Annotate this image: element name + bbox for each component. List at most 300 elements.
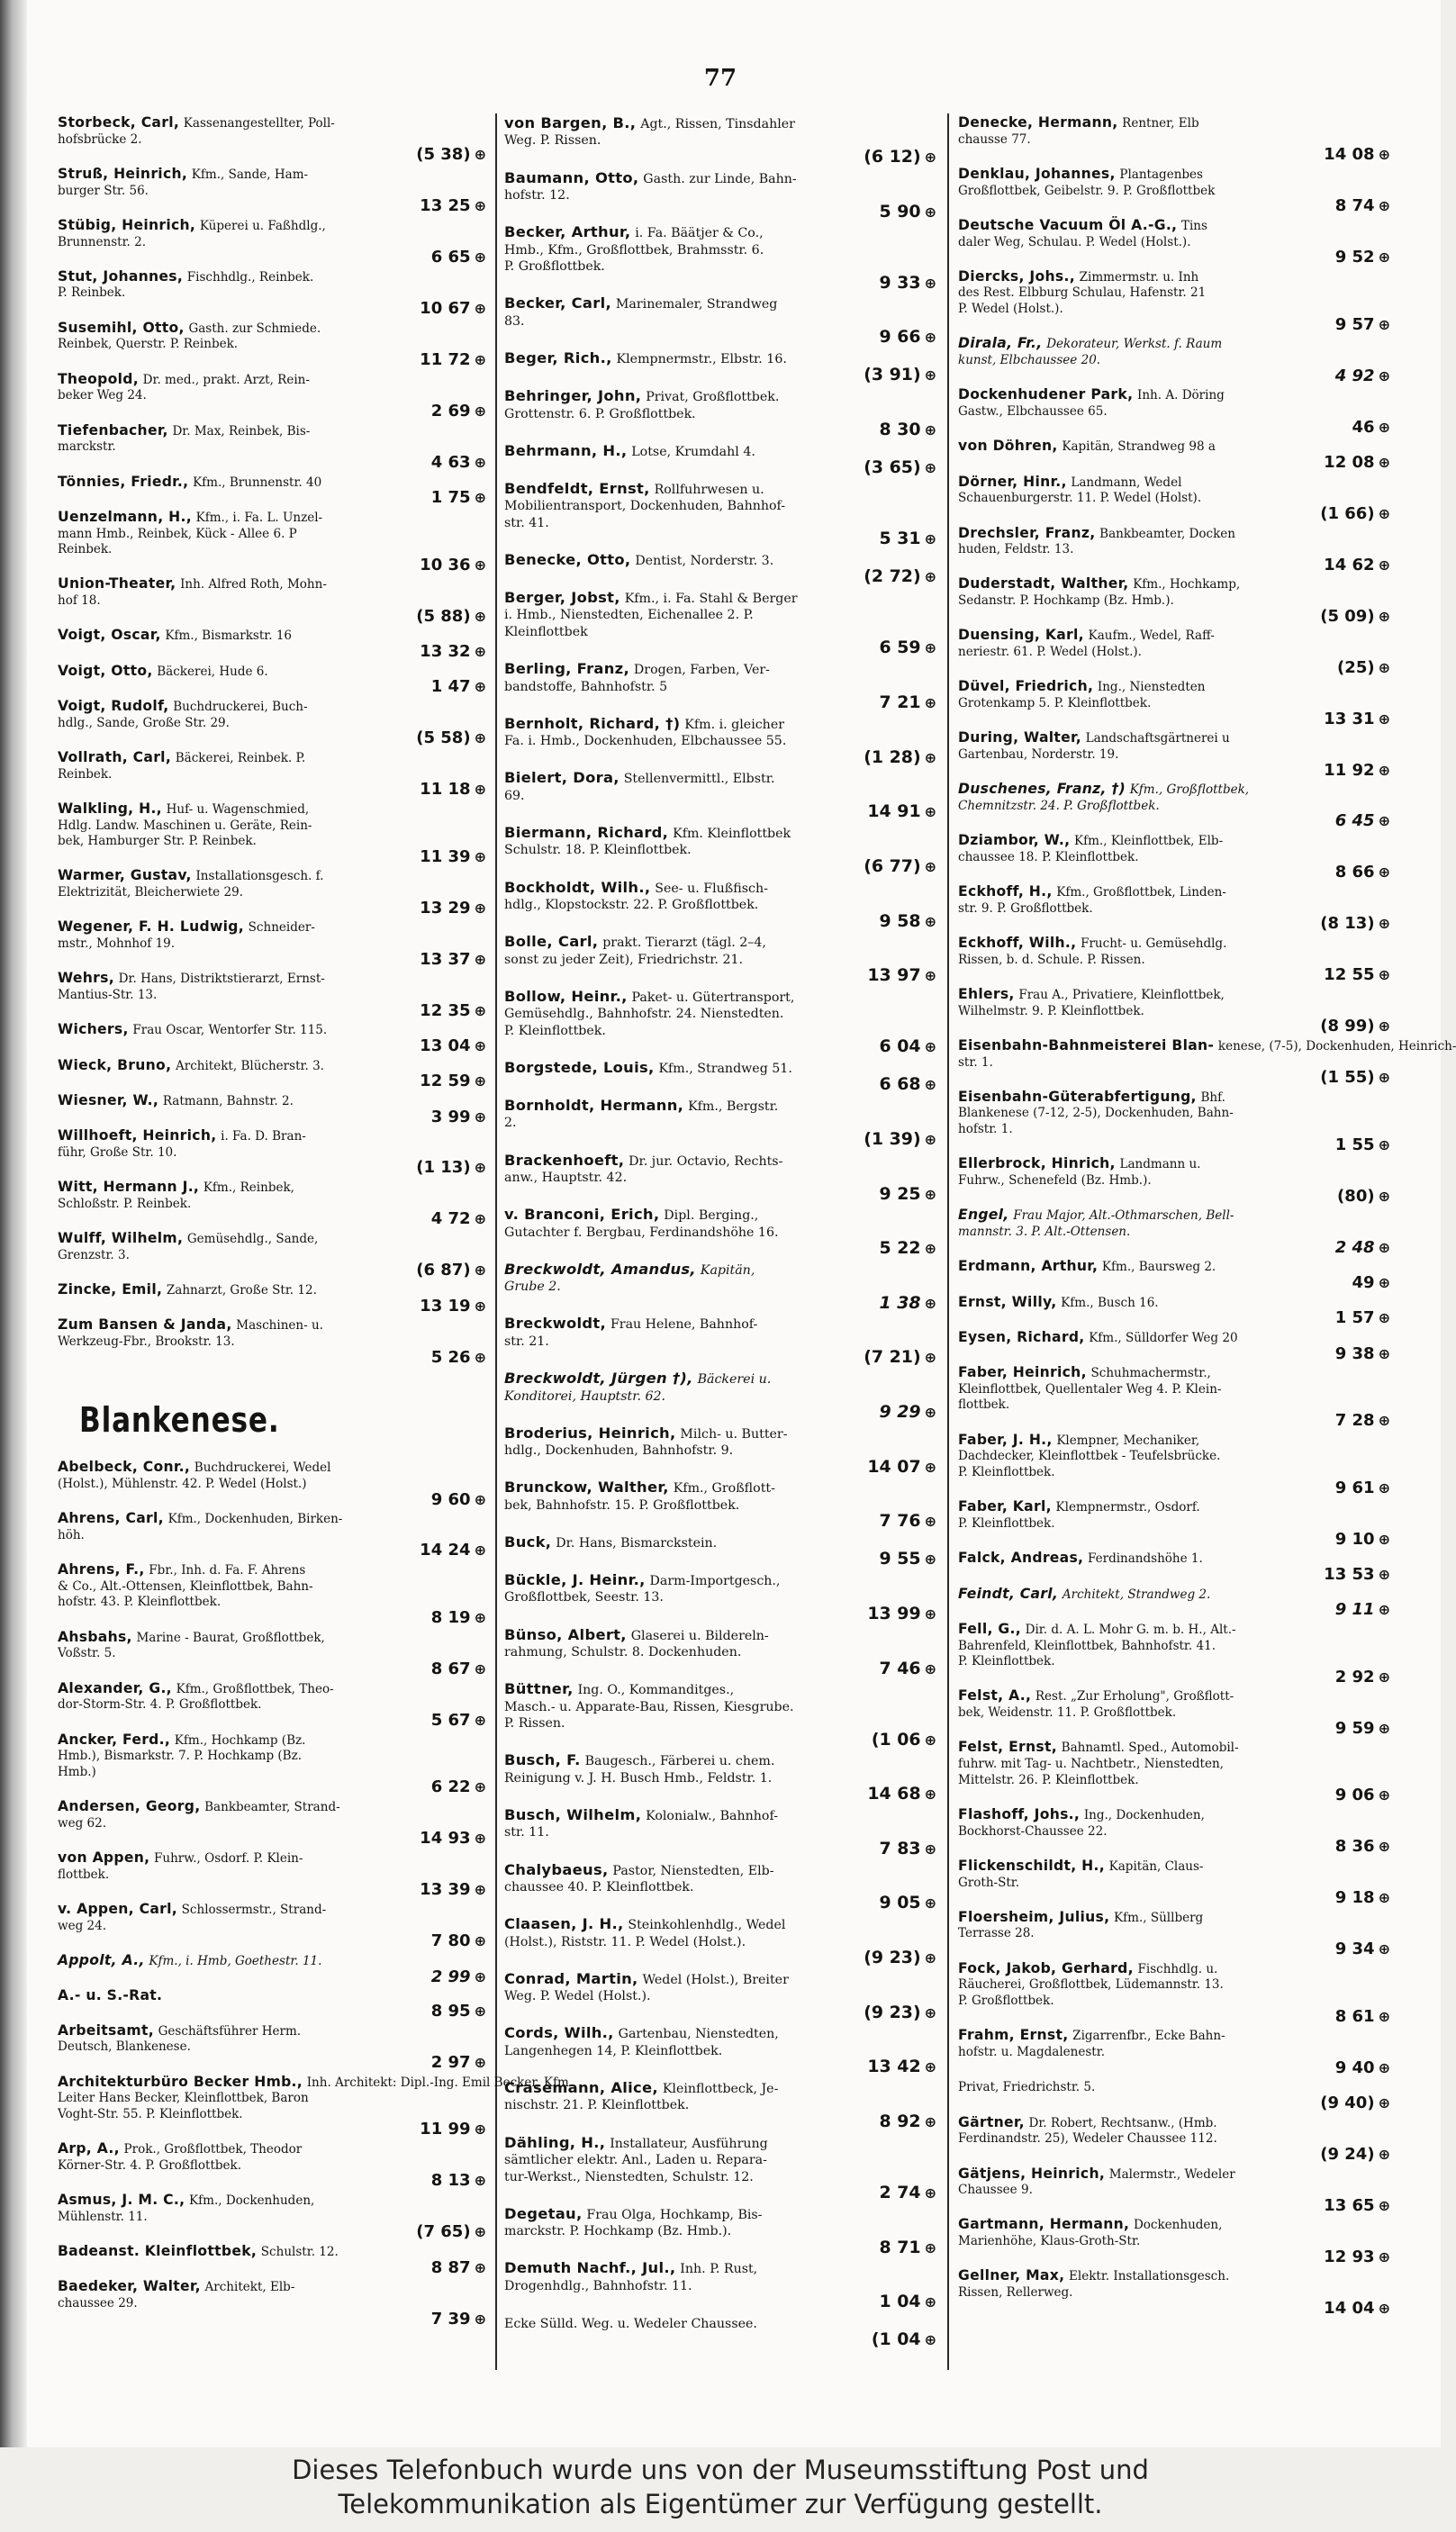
exchange-symbol-icon: ⊕: [474, 2121, 486, 2139]
directory-entry: [58, 115, 488, 164]
phone-number-value: 13 99: [867, 1603, 921, 1623]
phone-number-value: 12 35: [420, 1000, 471, 1020]
subscriber-details: Steinkohlenhdlg., Wedel: [628, 1918, 786, 1933]
directory-entry: [504, 2260, 938, 2312]
directory-entry: [958, 2028, 1392, 2076]
phone-number: [504, 1659, 938, 1679]
entry-first-line: [958, 884, 1392, 901]
phone-number: [504, 366, 938, 385]
exchange-symbol-icon: ⊕: [1378, 607, 1390, 625]
subscriber-details: i. Fa. Bäätjer & Co.,: [635, 226, 764, 241]
exchange-symbol-icon: ⊕: [924, 2293, 936, 2311]
entry-first-line: [958, 936, 1392, 953]
phone-number: [504, 2003, 938, 2023]
entry-first-line: [958, 269, 1392, 286]
directory-entry: [958, 2115, 1392, 2164]
exchange-symbol-icon: ⊕: [1378, 418, 1390, 436]
phone-number-value: 1 75: [430, 488, 471, 508]
exchange-symbol-icon: ⊕: [474, 950, 486, 968]
subscriber-name: Engel,: [958, 1207, 1009, 1224]
subscriber-details: Huf- u. Wagenschmied,: [166, 801, 310, 817]
exchange-symbol-icon: ⊕: [1378, 1069, 1390, 1087]
phone-number-value: 9 52: [1334, 248, 1375, 267]
subscriber-name: Demuth Nachf., Jul.,: [504, 2259, 676, 2277]
entry-first-line: [58, 167, 488, 184]
directory-entry: [58, 801, 488, 866]
subscriber-details: Gemüsehdlg., Bahnhofstr. 24. Nienstedten.: [504, 1007, 784, 1022]
directory-entry: [58, 475, 488, 507]
entry-first-line: [504, 224, 938, 241]
directory-entry: [58, 1953, 488, 1985]
phone-number-value: 3 99: [430, 1107, 471, 1126]
subscriber-details: P. Kleinflottbek.: [958, 1654, 1055, 1669]
subscriber-details: Landschaftsgärtnerei u: [1085, 731, 1230, 746]
directory-entry: [958, 730, 1392, 779]
phone-number: [58, 2259, 488, 2277]
phone-number: [504, 857, 938, 877]
phone-number-value: 2 74: [879, 2183, 921, 2202]
subscriber-name: Abelbeck, Conr.,: [58, 1459, 191, 1476]
subscriber-name: Gärtner,: [958, 2113, 1025, 2130]
exchange-symbol-icon: ⊕: [924, 1731, 936, 1749]
phone-number-value: (9 40): [1320, 2093, 1375, 2112]
entry-first-line: [958, 1365, 1392, 1382]
subscriber-details: Bockhorst-Chaussee 22.: [958, 1823, 1108, 1839]
phone-number: [58, 643, 488, 661]
exchange-symbol-icon: ⊕: [1378, 556, 1390, 574]
subscriber-details: Marienhöhe, Klaus-Groth-Str.: [958, 2234, 1141, 2249]
subscriber-name: Dirala, Fr.,: [958, 335, 1043, 352]
subscriber-name: Breckwoldt, Jürgen †),: [504, 1370, 693, 1388]
directory-entry: [504, 880, 938, 932]
subscriber-details: hof 18.: [58, 593, 101, 609]
phone-number-value: 2 48: [1334, 1237, 1375, 1257]
exchange-symbol-icon: ⊕: [924, 639, 936, 657]
exchange-symbol-icon: ⊕: [474, 1210, 486, 1228]
directory-entry: [58, 1128, 488, 1177]
phone-number-value: 2 92: [1334, 1667, 1375, 1686]
directory-entry: [58, 1093, 488, 1126]
directory-entry: [958, 269, 1392, 334]
phone-number: [504, 1185, 938, 1205]
exchange-symbol-icon: ⊕: [1378, 1479, 1390, 1497]
phone-number-value: 12 93: [1324, 2247, 1375, 2266]
subscriber-details: sonst zu jeder Zeit), Friedrichstr. 21.: [504, 952, 744, 967]
phone-number: [958, 1531, 1392, 1549]
phone-number: [958, 1136, 1392, 1154]
exchange-symbol-icon: ⊕: [924, 1076, 936, 1094]
subscriber-name: Bielert, Dora,: [504, 769, 619, 787]
column-rule: [947, 113, 949, 2370]
subscriber-details: hofstr. u. Magdalenestr.: [958, 2044, 1105, 2059]
subscriber-name: Bendfeldt, Ernst,: [504, 479, 650, 497]
subscriber-details: chaussee 29.: [58, 2295, 138, 2310]
subscriber-name: Storbeck, Carl,: [58, 114, 180, 131]
entry-first-line: [58, 1128, 488, 1145]
entry-first-line: [958, 1740, 1392, 1757]
exchange-symbol-icon: ⊕: [924, 329, 936, 347]
entry-first-line: [958, 475, 1392, 492]
subscriber-details: Reinigung v. J. H. Busch Hmb., Feldstr. 1.: [504, 1770, 773, 1786]
subscriber-details: Kleinflottbek, Quellentaler Weg 4. P. Klein-: [958, 1381, 1222, 1397]
subscriber-name: Flashoff, Johs.,: [958, 1805, 1081, 1822]
directory-entry: [958, 475, 1392, 523]
subscriber-name: Berger, Jobst,: [504, 589, 620, 606]
directory-entry: [504, 388, 938, 440]
phone-number: [504, 1037, 938, 1057]
subscriber-details: Voght-Str. 55. P. Kleinflottbek.: [58, 2106, 243, 2121]
subscriber-details: Kfm. Kleinflottbek: [673, 826, 791, 841]
phone-number-value: 5 26: [430, 1347, 471, 1367]
subscriber-name: Badeanst. Kleinflottbek,: [58, 2242, 258, 2259]
directory-entry: [58, 1850, 488, 1899]
subscriber-details: Zimmermstr. u. Inh: [1079, 269, 1199, 285]
directory-entry: [504, 1971, 938, 2023]
phone-number-value: 9 10: [1334, 1529, 1375, 1549]
subscriber-details: Fuhrw., Schenefeld (Bz. Hmb.).: [958, 1173, 1152, 1188]
phone-number-value: (8 13): [1320, 914, 1375, 934]
phone-number: [958, 608, 1392, 626]
subscriber-details: Leiter Hans Becker, Kleinflottbek, Baron: [58, 2091, 309, 2106]
entry-first-line: [58, 750, 488, 767]
entry-first-line: [958, 2115, 1392, 2132]
phone-number: [58, 2310, 488, 2329]
directory-entry: [58, 2023, 488, 2072]
phone-number-value: 14 08: [1324, 145, 1375, 165]
phone-number: [504, 2057, 938, 2077]
subscriber-details: Rollfuhrwesen u.: [654, 482, 764, 497]
subscriber-details: Ratmann, Bahnstr. 2.: [162, 1093, 294, 1108]
phone-number-value: (7 65): [416, 2222, 471, 2242]
subscriber-name: Ancker, Ferd.,: [58, 1731, 171, 1748]
phone-number-value: 49: [1352, 1272, 1375, 1292]
directory-entry: [58, 510, 488, 574]
exchange-symbol-icon: ⊕: [474, 899, 486, 917]
subscriber-name: Bolle, Carl,: [504, 933, 599, 951]
exchange-symbol-icon: ⊕: [474, 2172, 486, 2190]
phone-number: [504, 1403, 938, 1423]
phone-number: [958, 2146, 1392, 2164]
phone-number-value: 5 22: [879, 1238, 921, 1259]
subscriber-name: Flickenschildt, H.,: [958, 1857, 1105, 1874]
exchange-symbol-icon: ⊕: [924, 1605, 936, 1623]
subscriber-details: Architekt, Blücherstr. 3.: [175, 1058, 324, 1073]
subscriber-details: Küperei u. Faßhdlg.,: [199, 218, 326, 233]
subscriber-details: Landmann u.: [1119, 1157, 1201, 1172]
subscriber-name: Drechsler, Franz,: [958, 524, 1096, 541]
phone-number-value: 8 92: [879, 2111, 921, 2131]
entry-first-line: [58, 218, 488, 235]
phone-number: [504, 1458, 938, 1478]
phone-number-value: 8 87: [430, 2257, 471, 2277]
phone-number-value: 8 66: [1334, 863, 1375, 882]
exchange-symbol-icon: ⊕: [924, 2184, 936, 2202]
subscriber-details: Fa. i. Hmb., Dockenhuden, Elbchaussee 55.: [504, 734, 787, 749]
phone-number-value: 9 29: [879, 1401, 921, 1422]
exchange-symbol-icon: ⊕: [474, 1072, 486, 1090]
phone-number-value: 5 31: [879, 529, 921, 549]
subscriber-name: Stübig, Heinrich,: [58, 216, 196, 233]
subscriber-details: Bäckerei, Hude 6.: [157, 664, 268, 679]
directory-entry: [504, 115, 938, 167]
subscriber-details: Kfm., Großflottbek, Theo-: [176, 1681, 334, 1696]
entry-first-line: [958, 628, 1392, 645]
subscriber-details: Gasth. zur Schmiede.: [188, 321, 321, 336]
subscriber-name: Chalybaeus,: [504, 1860, 609, 1878]
phone-number-value: 1 57: [1334, 1308, 1375, 1328]
exchange-symbol-icon: ⊕: [924, 1403, 936, 1421]
subscriber-details: bek, Weidenstr. 11. P. Großflottbek.: [958, 1705, 1177, 1721]
subscriber-details: Ing. O., Kommanditges.,: [577, 1683, 735, 1698]
phone-number: [58, 678, 488, 696]
phone-number: [958, 915, 1392, 933]
subscriber-details: Schneider-: [248, 920, 315, 936]
directory-entry: [58, 1180, 488, 1228]
directory-entry: [58, 628, 488, 660]
exchange-symbol-icon: ⊕: [924, 530, 936, 548]
directory-entry: [504, 2315, 938, 2350]
phone-number-value: (6 12): [864, 146, 921, 167]
subscriber-details: hofstr. 43. P. Kleinflottbek.: [58, 1595, 222, 1610]
subscriber-details: Inh. Alfred Roth, Mohn-: [180, 577, 327, 592]
subscriber-name: Union-Theater,: [58, 575, 176, 592]
subscriber-details: Grenzstr. 3.: [58, 1247, 130, 1262]
subscriber-details: Kfm., Hochkamp,: [1133, 577, 1241, 592]
entry-first-line: [58, 1902, 488, 1919]
entry-first-line: [504, 1681, 938, 1698]
phone-number-value: 8 19: [430, 1608, 471, 1627]
subscriber-name: Fell, G.,: [958, 1620, 1021, 1637]
subscriber-details: Kfm., i. Fa. L. Unzel-: [195, 510, 323, 525]
exchange-symbol-icon: ⊕: [1378, 2058, 1390, 2076]
phone-number: [58, 1881, 488, 1899]
subscriber-name: Walkling, H.,: [58, 800, 162, 817]
phone-number: [958, 1889, 1392, 1907]
phone-number-value: (6 87): [416, 1261, 471, 1280]
exchange-symbol-icon: ⊕: [1378, 504, 1390, 522]
subscriber-details: 69.: [504, 788, 525, 803]
subscriber-name: Eysen, Richard,: [958, 1328, 1085, 1345]
exchange-symbol-icon: ⊕: [1378, 761, 1390, 779]
exchange-symbol-icon: ⊕: [1378, 1238, 1390, 1256]
exchange-symbol-icon: ⊕: [924, 2331, 936, 2349]
subscriber-details: Klempner, Mechaniker,: [1056, 1433, 1200, 1448]
entry-first-line: [58, 2023, 488, 2040]
phone-number-value: (3 65): [864, 457, 921, 478]
subscriber-details: Deutsch, Blankenese.: [58, 2039, 191, 2055]
subscriber-details: Bankbeamter, Strand-: [204, 1800, 340, 1815]
exchange-symbol-icon: ⊕: [474, 1159, 486, 1177]
phone-number-value: 12 59: [420, 1072, 471, 1091]
subscriber-details: Fuhrw., Osdorf. P. Klein-: [154, 1851, 303, 1867]
subscriber-details: str. 11.: [504, 1825, 549, 1840]
subscriber-details: weg 62.: [58, 1815, 107, 1831]
entry-first-line: [504, 1370, 938, 1388]
subscriber-name: Ahrens, F.,: [58, 1561, 145, 1578]
phone-number-value: 2 69: [430, 401, 471, 420]
exchange-symbol-icon: ⊕: [924, 803, 936, 821]
phone-number-value: 9 66: [879, 327, 921, 348]
subscriber-details: beker Weg 24.: [58, 388, 147, 403]
entry-first-line: [504, 170, 938, 187]
subscriber-details: str. 9. P. Großflottbek.: [958, 900, 1093, 916]
directory-entry: [958, 1910, 1392, 1958]
subscriber-details: str. 41.: [504, 515, 549, 530]
subscriber-details: daler Weg, Schulau. P. Wedel (Holst.).: [958, 234, 1191, 249]
subscriber-details: kunst, Elbchaussee 20.: [958, 353, 1101, 367]
exchange-symbol-icon: ⊕: [474, 249, 486, 267]
phone-number-value: 14 07: [867, 1456, 921, 1477]
entry-first-line: [504, 1153, 938, 1170]
subscriber-details: mstr., Mohnhof 19.: [58, 936, 176, 951]
directory-entry: [58, 1732, 488, 1797]
directory-entry: [958, 387, 1392, 436]
phone-number-value: 14 93: [420, 1829, 471, 1849]
subscriber-details: Buchdruckerei, Buch-: [173, 700, 308, 714]
subscriber-name: Deutsche Vacuum Öl A.-G.,: [958, 216, 1178, 233]
phone-number: [958, 1786, 1392, 1804]
directory-entry: [504, 2206, 938, 2258]
subscriber-name: Dockenhudener Park,: [958, 386, 1134, 403]
subscriber-details: Installateur, Ausführung: [610, 2136, 768, 2151]
phone-number: [504, 458, 938, 478]
subscriber-details: Kfm., Sande, Ham-: [191, 167, 309, 182]
phone-number-value: (25): [1337, 657, 1375, 677]
phone-number-value: 1 47: [430, 677, 471, 697]
entry-first-line: [58, 269, 488, 286]
phone-number-value: 1 04: [879, 2292, 921, 2312]
subscriber-name: Erdmann, Arthur,: [958, 1258, 1099, 1275]
entry-first-line: [958, 2028, 1392, 2045]
phone-number: [958, 1720, 1392, 1738]
phone-number-value: 9 58: [879, 910, 921, 931]
exchange-symbol-icon: ⊕: [924, 148, 936, 166]
subscriber-details: Privat, Großflottbek.: [646, 390, 780, 405]
subscriber-details: Plantagenbes: [1119, 167, 1203, 182]
phone-number: [504, 693, 938, 713]
directory-entry: [958, 439, 1392, 471]
subscriber-name: Benecke, Otto,: [504, 550, 631, 568]
phone-number-value: 8 74: [1334, 196, 1375, 216]
phone-number-value: 1 38: [879, 1292, 921, 1313]
entry-first-line: [504, 1862, 938, 1879]
exchange-symbol-icon: ⊕: [924, 1185, 936, 1203]
phone-number: [58, 1072, 488, 1090]
phone-number-value: 14 91: [867, 801, 921, 822]
phone-number: [504, 529, 938, 549]
entry-first-line: [958, 336, 1392, 353]
subscriber-details: Grotenkamp 5. P. Kleinflottbek.: [958, 695, 1152, 710]
exchange-symbol-icon: ⊕: [924, 2058, 936, 2076]
subscriber-name: Appolt, A.,: [58, 1951, 145, 1968]
directory-entry: [504, 1316, 938, 1368]
phone-number: [958, 1412, 1392, 1430]
subscriber-details: Ecke Sülld. Weg. u. Wedeler Chaussee.: [504, 2316, 757, 2331]
phone-number: [58, 146, 488, 164]
entry-first-line: [504, 1752, 938, 1769]
exchange-symbol-icon: ⊕: [474, 2258, 486, 2276]
subscriber-details: Schauenburgerstr. 11. P. Wedel (Holst).: [958, 491, 1202, 506]
phone-number: [58, 1778, 488, 1796]
subscriber-details: Lotse, Krumdahl 4.: [631, 444, 755, 459]
phone-number-value: (1 06: [871, 1729, 921, 1750]
phone-number-value: (1 66): [1320, 503, 1375, 523]
exchange-symbol-icon: ⊕: [924, 967, 936, 985]
subscriber-details: höh.: [58, 1527, 85, 1542]
phone-number: [58, 300, 488, 318]
directory-entry: [958, 2166, 1392, 2215]
exchange-symbol-icon: ⊕: [474, 1542, 486, 1560]
subscriber-name: Busch, Wilhelm,: [504, 1805, 642, 1823]
exchange-symbol-icon: ⊕: [474, 2223, 486, 2241]
directory-entry: [958, 2217, 1392, 2265]
exchange-symbol-icon: ⊕: [1378, 2196, 1390, 2214]
subscriber-name: Breckwoldt, Amandus,: [504, 1260, 696, 1278]
subscriber-details: führ, Große Str. 10.: [58, 1144, 177, 1160]
phone-number: [504, 1075, 938, 1095]
exchange-symbol-icon: ⊕: [474, 351, 486, 368]
phone-number: [58, 1542, 488, 1560]
subscriber-details: Kapitän,: [700, 1262, 755, 1278]
subscriber-details: Agt., Rissen, Tinsdahler: [640, 117, 795, 131]
exchange-symbol-icon: ⊕: [474, 2310, 486, 2328]
subscriber-details: Hmb.), Bismarkstr. 7. P. Hochkamp (Bz.: [58, 1749, 303, 1764]
phone-number: [58, 351, 488, 369]
phone-number-value: (1 13): [416, 1158, 471, 1178]
directory-entry: [504, 224, 938, 293]
exchange-symbol-icon: ⊕: [1378, 966, 1390, 984]
subscriber-name: During, Walter,: [958, 729, 1081, 746]
directory-entry: [504, 1479, 938, 1532]
directory-entry: [58, 1630, 488, 1678]
phone-number-value: 6 59: [879, 638, 921, 658]
entry-first-line: [504, 2135, 938, 2152]
page-number: 77: [703, 65, 737, 92]
subscriber-details: Mühlenstr. 11.: [58, 2209, 148, 2224]
subscriber-details: P. Kleinflottbek.: [958, 1515, 1055, 1531]
subscriber-name: Behringer, John,: [504, 387, 642, 405]
exchange-symbol-icon: ⊕: [924, 694, 936, 712]
subscriber-details: Kfm., Dockenhuden, Birken-: [167, 1512, 343, 1527]
phone-number: [504, 912, 938, 932]
subscriber-name: Ernst, Willy,: [958, 1293, 1057, 1310]
subscriber-details: chaussee 18. P. Kleinflottbek.: [958, 849, 1139, 864]
subscriber-details: Mittelstr. 26. P. Kleinflottbek.: [958, 1772, 1139, 1787]
subscriber-name: v. Branconi, Erich,: [504, 1206, 660, 1224]
subscriber-details: Bäckerei u.: [697, 1372, 772, 1388]
subscriber-details: Sedanstr. P. Hochkamp (Bz. Hmb.).: [958, 593, 1174, 609]
subscriber-details: bek, Bahnhofstr. 15. P. Großflottbek.: [504, 1497, 740, 1513]
subscriber-details: Werkzeug-Fbr., Brookstr. 13.: [58, 1334, 235, 1349]
phone-number-value: 6 45: [1334, 811, 1375, 831]
directory-entry: [958, 576, 1392, 625]
exchange-symbol-icon: ⊕: [1378, 146, 1390, 164]
entry-first-line: [958, 1622, 1392, 1639]
subscriber-name: Uenzelmann, H.,: [58, 508, 192, 525]
subscriber-details: Dekorateur, Werkst. f. Raum: [1046, 337, 1223, 352]
subscriber-details: Voßstr. 5.: [58, 1646, 116, 1661]
subscriber-details: mann Hmb., Reinbek, Kück - Allee 6. P: [58, 526, 297, 541]
subscriber-name: Willhoeft, Heinrich,: [58, 1127, 217, 1144]
subscriber-details: Kfm., i. Hmb, Goethestr. 11.: [149, 1953, 322, 1968]
subscriber-details: P. Kleinflottbek.: [504, 1023, 606, 1038]
phone-number-value: 8 30: [879, 420, 921, 440]
subscriber-name: Buck,: [504, 1533, 552, 1551]
exchange-symbol-icon: ⊕: [1378, 453, 1390, 471]
subscriber-name: Stut, Johannes,: [58, 267, 184, 285]
entry-first-line: [504, 1479, 938, 1497]
entry-first-line: [58, 576, 488, 593]
